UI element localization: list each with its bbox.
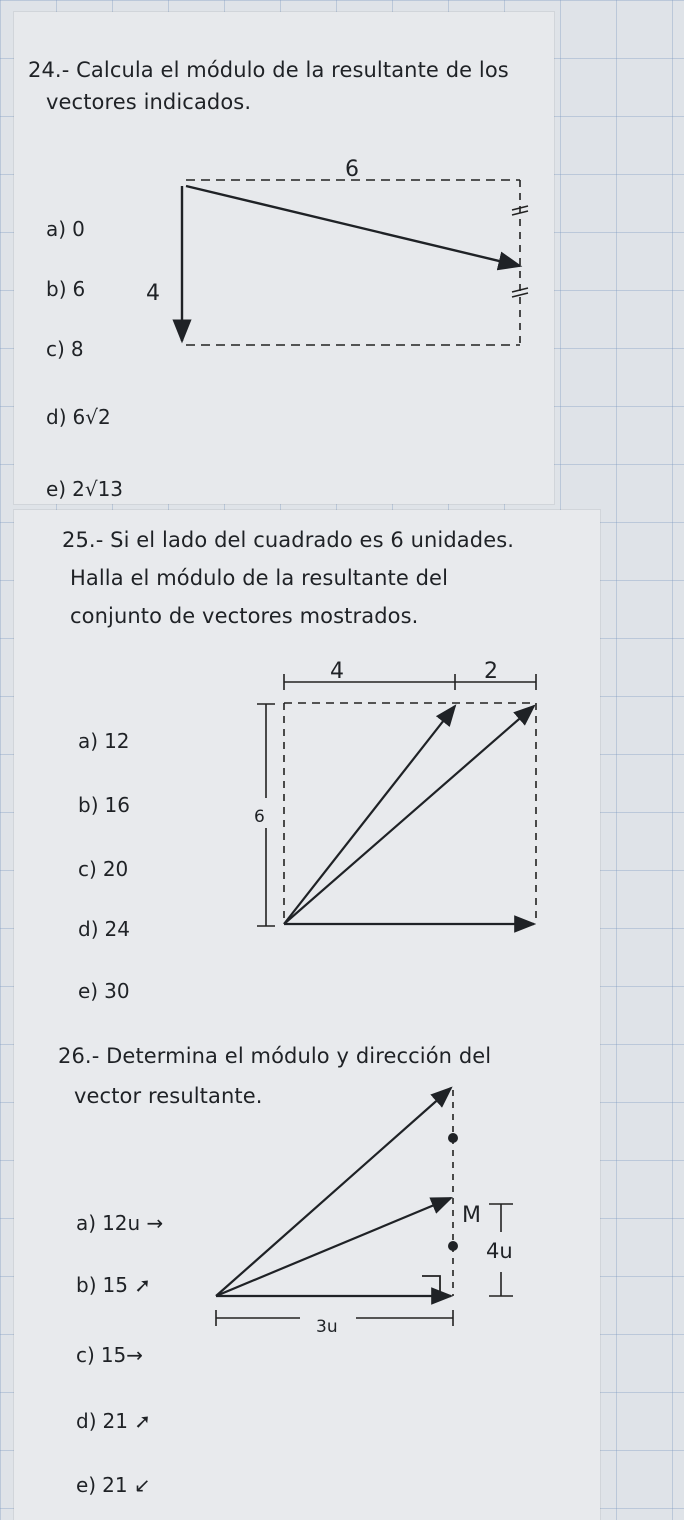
q24-option-a[interactable]: a) 0 [46, 217, 85, 241]
q24-label-left: 4 [146, 281, 160, 306]
q24-option-b[interactable]: b) 6 [46, 277, 86, 301]
q24-title-line2: vectores indicados. [46, 90, 252, 114]
q26-vector-to-top [216, 1088, 451, 1296]
q24-option-e[interactable]: e) 2√13 [46, 477, 124, 501]
arrow-right-icon: → [140, 1211, 164, 1235]
q26-option-d[interactable]: d) 21 ➚ [76, 1409, 152, 1433]
q24-label-top: 6 [345, 157, 359, 182]
arrow-up-right-icon: ➚ [127, 1409, 152, 1433]
q26-label-m: M [462, 1203, 481, 1228]
q25-option-b[interactable]: b) 16 [78, 793, 130, 817]
q26-title-line1: 26.- Determina el módulo y dirección del [58, 1044, 492, 1068]
q26-option-b[interactable]: b) 15 ➚ [76, 1273, 152, 1297]
q26-option-e[interactable]: e) 21 ↙ [76, 1473, 151, 1497]
q25-option-a[interactable]: a) 12 [78, 729, 130, 753]
q26-title-line2: vector resultante. [74, 1084, 263, 1108]
q25-label-2: 2 [484, 659, 498, 684]
q25-title-line2: Halla el módulo de la resultante del [70, 566, 449, 590]
q26-option-c[interactable]: c) 15→ [76, 1343, 144, 1367]
q25-option-e[interactable]: e) 30 [78, 979, 130, 1003]
q25-label-4: 4 [330, 659, 344, 684]
q26-label-4u: 4u [486, 1239, 513, 1263]
q25-title-line3: conjunto de vectores mostrados. [70, 604, 419, 628]
q26-vector-to-m [216, 1198, 451, 1296]
q25-option-d[interactable]: d) 24 [78, 917, 130, 941]
arrow-down-left-icon: ↙ [127, 1473, 151, 1497]
q24-option-c[interactable]: c) 8 [46, 337, 84, 361]
arrow-right-icon: → [126, 1343, 144, 1367]
q24-option-d[interactable]: d) 6√2 [46, 405, 111, 429]
q25-option-c[interactable]: c) 20 [78, 857, 129, 881]
q25-label-6: 6 [254, 807, 265, 827]
q26-label-3u: 3u [316, 1317, 338, 1337]
q24-title-line1: 24.- Calcula el módulo de la resultante de los [28, 58, 509, 82]
q26-point-bottom [448, 1241, 458, 1251]
q26-option-a[interactable]: a) 12u → [76, 1211, 164, 1235]
arrow-up-right-icon: ➚ [127, 1273, 152, 1297]
q25-title-line1: 25.- Si el lado del cuadrado es 6 unidades. [62, 528, 515, 552]
q26-point-top [448, 1133, 458, 1143]
